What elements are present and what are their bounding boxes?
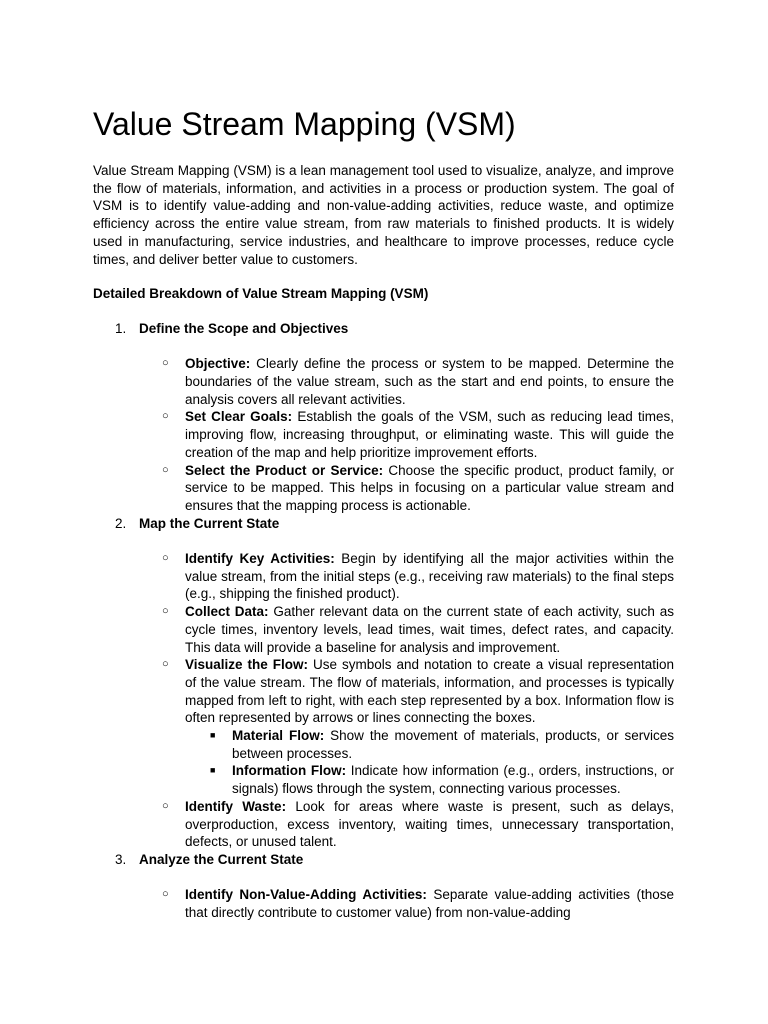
section-1 [93, 320, 674, 515]
item-text: Clearly define the process or system to be mapped. Determine the boundaries of the value stream, such as the start and end points, to ensure the analysis covers all relevant activities. [185, 356, 674, 407]
circle-bullet-icon: ○ [162, 888, 169, 901]
item-text: Choose the specific product, product family, or service to be mapped. This helps in focusing on a particular value stream and ensures that the mapping process is actionable. [185, 462, 674, 513]
list-item [93, 408, 674, 461]
item-text: Look for areas where waste is present, such as delays, overproduction, excess inventory, waiting times, unnecessary transportation, defects, or unused talent. [185, 798, 674, 850]
section-title: Define the Scope and Objectives [139, 320, 349, 336]
breakdown-heading: Detailed Breakdown of Value Stream Mapping (VSM) [93, 286, 429, 302]
item-label: Information Flow: [232, 763, 347, 779]
item-text: Use symbols and notation to create a visual representation of the value stream. The flow of materials, information, and processes is typically mapped from left to right, with each step represented by a box. Information flow is often represented by arrows or lines connecting the boxes. [185, 657, 674, 726]
section-title: Map the Current State [139, 515, 280, 531]
list-item [93, 603, 674, 656]
circle-bullet-icon: ○ [162, 605, 169, 618]
sub-list [93, 550, 674, 851]
square-bullet-icon: ■ [210, 765, 216, 776]
circle-bullet-icon: ○ [162, 410, 169, 423]
section-heading [93, 320, 674, 338]
nested-list [185, 727, 674, 798]
item-label: Identify Key Activities: [185, 551, 335, 567]
item-label: Select the Product or Service: [185, 462, 384, 478]
section-number: 3. [115, 851, 127, 867]
section-number: 2. [115, 515, 127, 531]
item-text: Separate value-adding activities (those that directly contribute to customer value) from non-value-adding [185, 887, 675, 921]
section-title: Analyze the Current State [139, 851, 304, 867]
section-number: 1. [115, 320, 127, 336]
square-bullet-icon: ■ [210, 730, 216, 741]
list-item [93, 462, 674, 515]
nested-list-item [93, 727, 674, 762]
item-text: Gather relevant data on the current state of each activity, such as cycle times, inventory levels, lead times, wait times, defect rates, and capacity. This data will provide a baseline for analysis and improvement. [185, 604, 674, 655]
item-label: Set Clear Goals: [185, 409, 293, 425]
circle-bullet-icon: ○ [162, 552, 169, 565]
item-label: Visualize the Flow: [185, 657, 308, 673]
item-label: Material Flow: [232, 728, 325, 744]
sub-list [93, 355, 674, 514]
section-heading [93, 851, 674, 869]
item-label: Identify Waste: [185, 798, 287, 814]
circle-bullet-icon: ○ [162, 463, 169, 476]
circle-bullet-icon: ○ [162, 799, 169, 812]
item-label: Collect Data: [185, 604, 269, 620]
section-3 [93, 851, 674, 922]
item-text: Begin by identifying all the major activities within the value stream, from the initial steps (e.g., receiving raw materials) to the final steps (e.g., shipping the finished product). [185, 551, 674, 602]
item-text: Establish the goals of the VSM, such as reducing lead times, improving flow, increasing throughput, or eliminating waste. This will guide the creation of the map and help prioritize improvement efforts. [185, 409, 674, 460]
item-label: Objective: [185, 356, 251, 372]
section-heading [93, 515, 674, 533]
intro-paragraph: Value Stream Mapping (VSM) is a lean management tool used to visualize, analyze, and improve the flow of materials, information, and activities in a process or production system. The goal of VSM is to identify value-adding and non-value-adding activities, reduce waste, and optimize efficiency across the entire value stream, from raw materials to finished products. It is widely used in manufacturing, service industries, and healthcare to improve processes, reduce cycle times, and deliver better value to customers. [93, 163, 674, 267]
item-label: Identify Non-Value-Adding Activities: [185, 887, 427, 903]
list-item [93, 355, 674, 408]
sub-list [93, 886, 674, 921]
list-item [93, 550, 674, 603]
circle-bullet-icon: ○ [162, 357, 169, 370]
list-item [93, 798, 674, 851]
section-2 [93, 515, 674, 851]
nested-list-item [93, 762, 674, 797]
item-text: Indicate how information (e.g., orders, instructions, or signals) flows through the system, connecting various processes. [232, 763, 674, 797]
document-title: Value Stream Mapping (VSM) [93, 106, 516, 142]
item-text: Show the movement of materials, products, or services between processes. [232, 728, 675, 761]
list-item [93, 656, 674, 798]
document-page [93, 104, 674, 922]
circle-bullet-icon: ○ [162, 658, 169, 671]
list-item [93, 886, 674, 921]
